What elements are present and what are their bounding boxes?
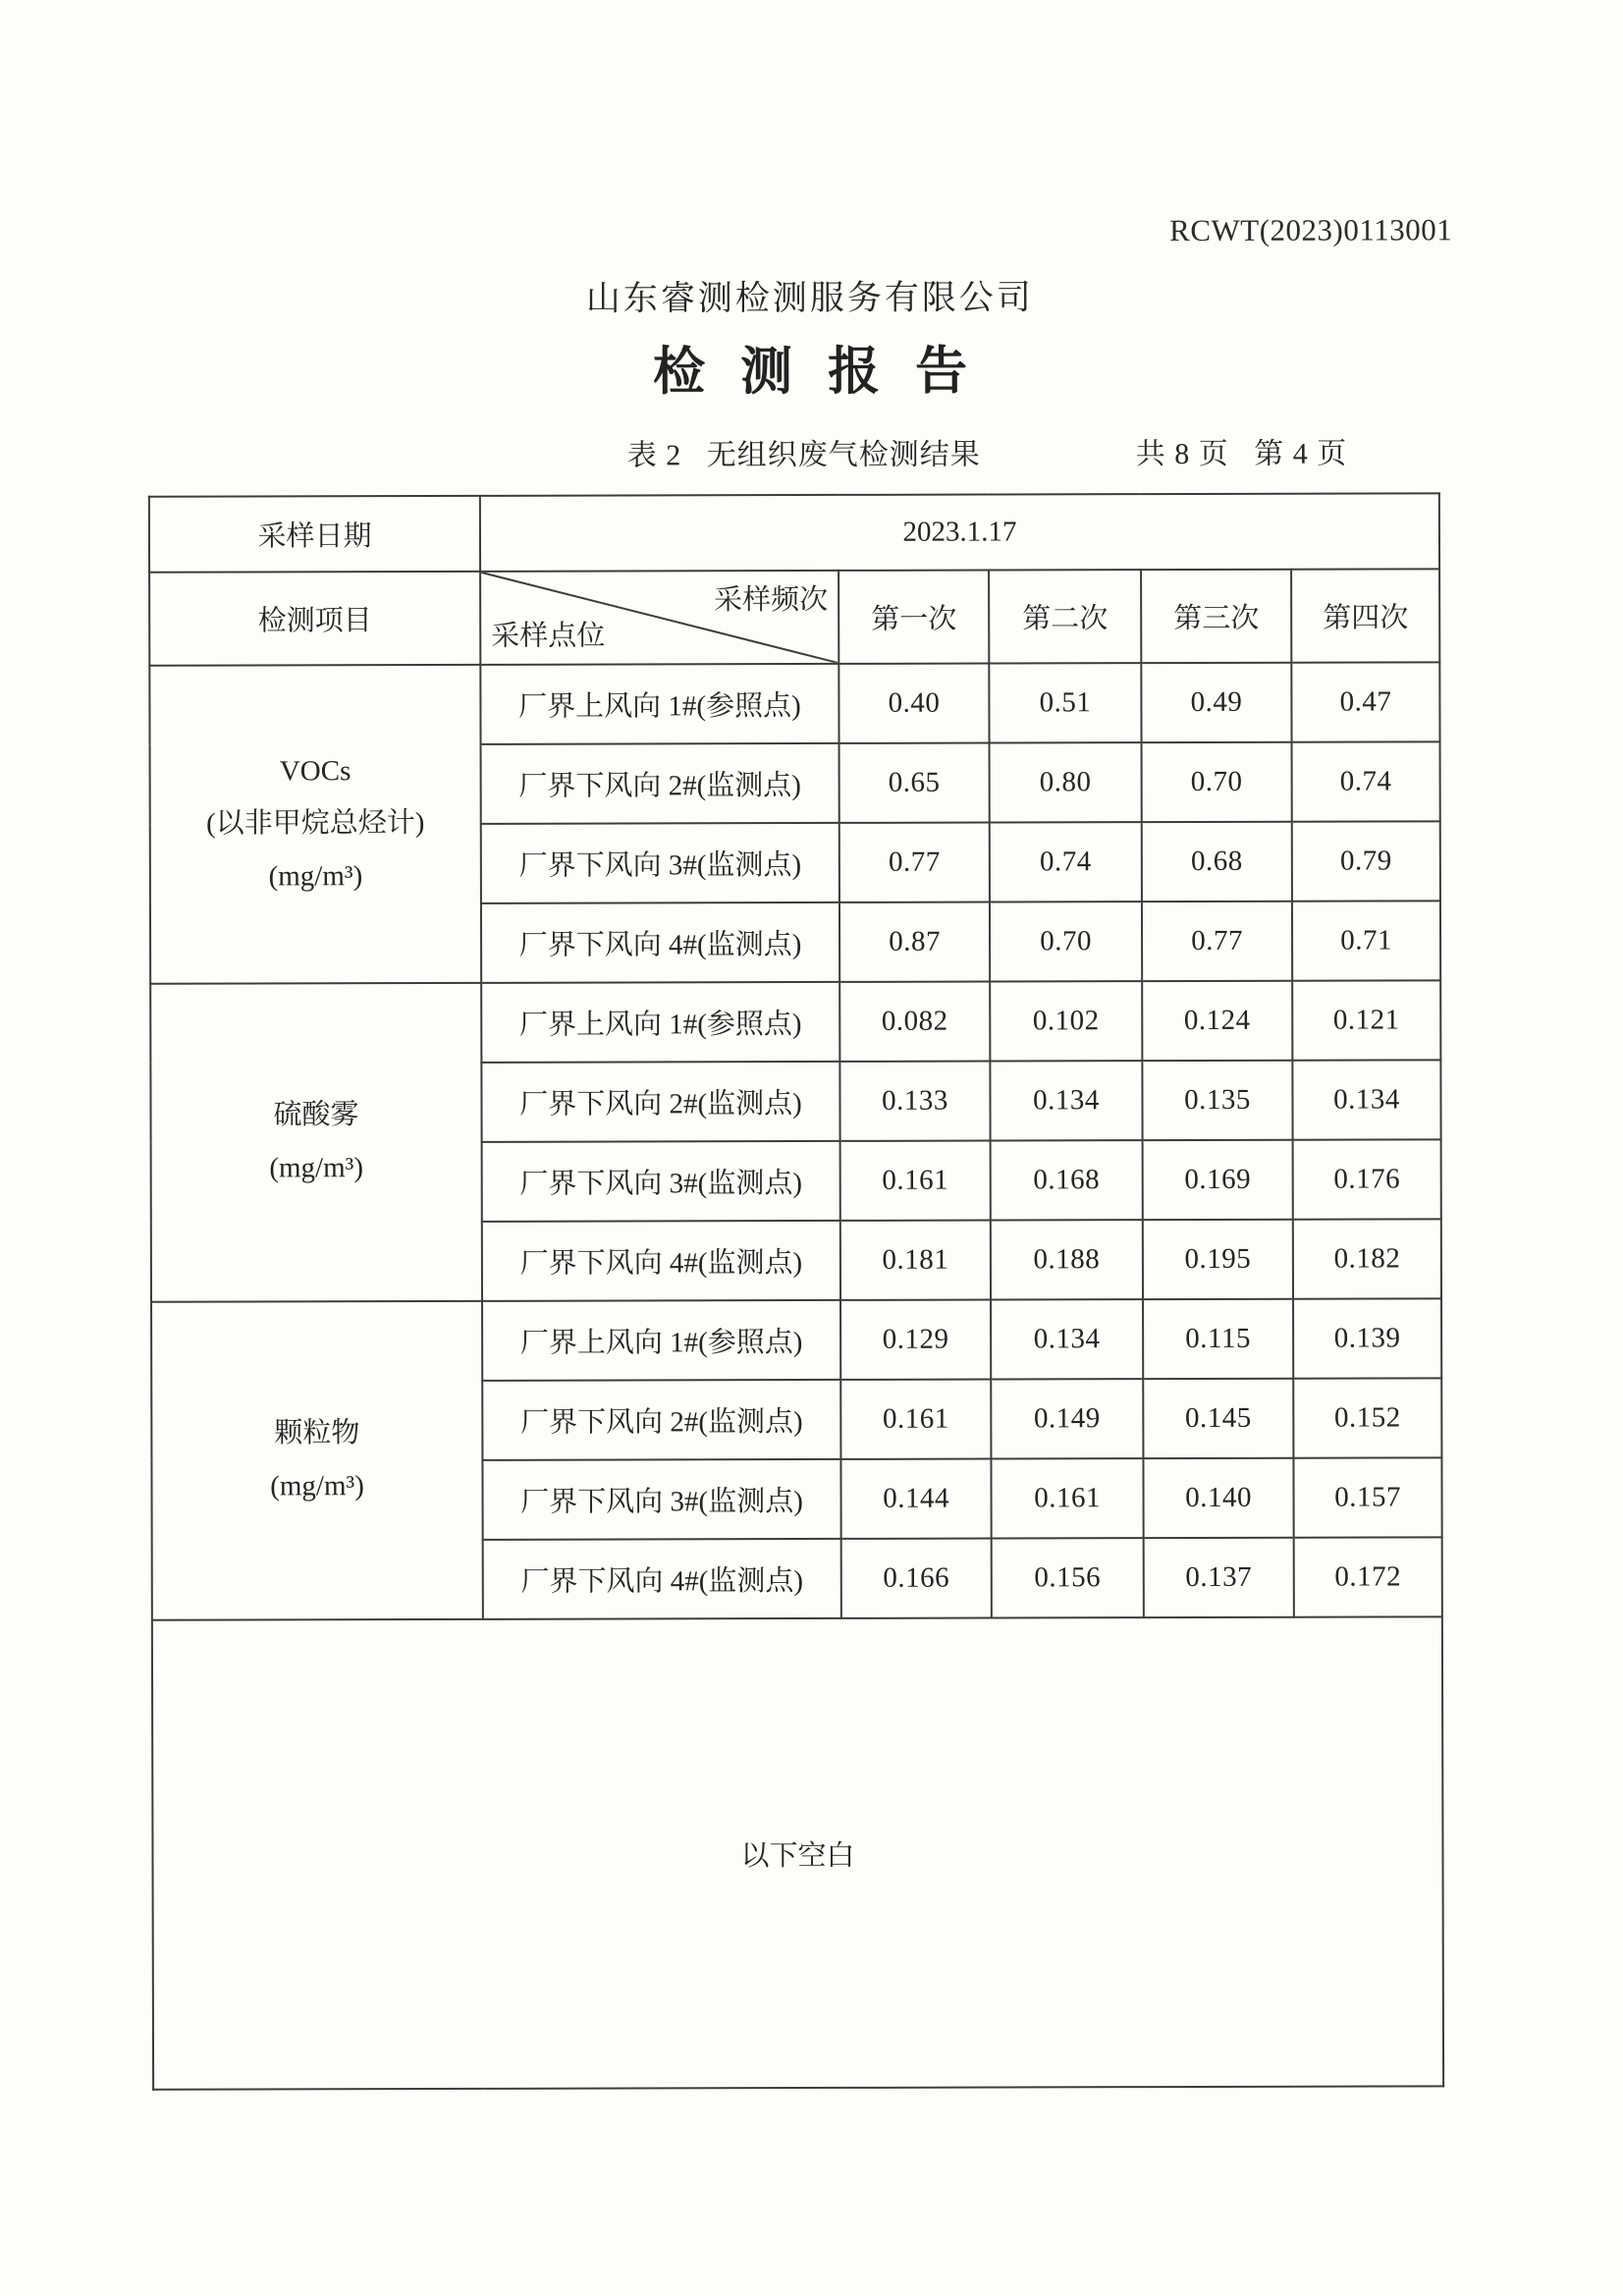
value-cell: 0.70 xyxy=(990,902,1142,981)
value-cell: 0.51 xyxy=(989,663,1141,742)
diagonal-header-cell xyxy=(480,571,839,665)
value-cell: 0.77 xyxy=(839,823,990,902)
value-cell: 0.156 xyxy=(992,1538,1144,1617)
sampling-point-cell: 厂界下风向 2#(监测点) xyxy=(481,1062,839,1142)
value-cell: 0.77 xyxy=(1142,902,1292,981)
parameter-name: VOCs xyxy=(279,754,352,787)
value-cell: 0.133 xyxy=(839,1062,990,1141)
value-cell: 0.74 xyxy=(1292,741,1440,821)
value-cell: 0.152 xyxy=(1293,1378,1441,1457)
freq-header-2: 第二次 xyxy=(989,570,1141,663)
value-cell: 0.135 xyxy=(1142,1061,1292,1140)
value-cell: 0.137 xyxy=(1144,1538,1294,1617)
value-cell: 0.166 xyxy=(841,1539,992,1618)
value-cell: 0.70 xyxy=(1142,742,1292,822)
page-indicator: 共 8 页 第 4 页 xyxy=(1135,437,1348,471)
value-cell: 0.121 xyxy=(1292,980,1440,1060)
value-cell: 0.169 xyxy=(1143,1140,1293,1220)
report-title: 检测报告 xyxy=(652,343,1003,402)
diagonal-top-label: 采样频次 xyxy=(714,583,829,617)
value-cell: 0.87 xyxy=(839,902,990,982)
sampling-point-cell: 厂界上风向 1#(参照点) xyxy=(482,1300,840,1381)
parameter-cell-vocs xyxy=(149,665,481,984)
value-cell: 0.188 xyxy=(991,1220,1143,1299)
table-row xyxy=(150,980,1440,1063)
value-cell: 0.182 xyxy=(1293,1219,1441,1298)
sampling-point-cell: 厂界下风向 3#(监测点) xyxy=(482,1459,840,1540)
value-cell: 0.102 xyxy=(990,981,1142,1061)
sampling-point-cell: 厂界下风向 2#(监测点) xyxy=(481,743,839,824)
value-cell: 0.134 xyxy=(991,1299,1143,1379)
value-cell: 0.80 xyxy=(990,742,1142,822)
freq-header-1: 第一次 xyxy=(839,571,989,664)
parameter-unit: (mg/m³) xyxy=(268,860,363,893)
value-cell: 0.145 xyxy=(1143,1379,1293,1458)
value-cell: 0.195 xyxy=(1143,1220,1293,1299)
sample-date-row xyxy=(149,493,1439,572)
company-name: 山东睿测检测服务有限公司 xyxy=(585,278,1034,318)
value-cell: 0.115 xyxy=(1143,1299,1293,1379)
value-cell: 0.176 xyxy=(1293,1139,1441,1219)
freq-header-3: 第三次 xyxy=(1141,570,1291,663)
value-cell: 0.140 xyxy=(1143,1458,1293,1538)
parameter-cell-sulfuric-acid-mist xyxy=(150,983,482,1302)
value-cell: 0.49 xyxy=(1141,663,1291,742)
blank-below-note: 以下空白 xyxy=(152,1616,1443,2089)
parameter-cell-particulate-matter xyxy=(151,1301,483,1620)
parameter-subname: (以非甲烷总烃计) xyxy=(206,807,425,840)
value-cell: 0.161 xyxy=(840,1380,991,1459)
value-cell: 0.129 xyxy=(840,1300,991,1380)
value-cell: 0.124 xyxy=(1142,981,1292,1061)
value-cell: 0.181 xyxy=(840,1221,991,1300)
parameter-name: 颗粒物 xyxy=(274,1417,360,1449)
item-label-cell: 检测项目 xyxy=(149,572,480,666)
value-cell: 0.79 xyxy=(1292,821,1440,901)
sampling-point-cell: 厂界下风向 2#(监测点) xyxy=(482,1380,840,1460)
value-cell: 0.40 xyxy=(839,664,989,743)
value-cell: 0.172 xyxy=(1294,1537,1442,1616)
value-cell: 0.71 xyxy=(1292,901,1440,980)
parameter-name: 硫酸雾 xyxy=(273,1099,359,1131)
value-cell: 0.082 xyxy=(839,982,990,1062)
sampling-point-cell: 厂界下风向 3#(监测点) xyxy=(481,823,839,903)
freq-header-4: 第四次 xyxy=(1291,569,1439,662)
sample-date-value-cell: 2023.1.17 xyxy=(480,493,1439,572)
table-caption: 表 2 无组织废气检测结果 xyxy=(626,438,981,472)
parameter-unit: (mg/m³) xyxy=(269,1152,364,1184)
value-cell: 0.134 xyxy=(990,1061,1142,1140)
value-cell: 0.157 xyxy=(1293,1457,1441,1537)
header-row xyxy=(149,569,1439,665)
value-cell: 0.74 xyxy=(990,822,1142,902)
value-cell: 0.47 xyxy=(1291,662,1439,741)
table-row xyxy=(151,1298,1441,1381)
sampling-point-cell: 厂界下风向 4#(监测点) xyxy=(481,902,839,983)
sampling-point-cell: 厂界上风向 1#(参照点) xyxy=(480,664,839,744)
value-cell: 0.161 xyxy=(991,1458,1143,1538)
sampling-point-cell: 厂界下风向 4#(监测点) xyxy=(483,1539,841,1619)
value-cell: 0.68 xyxy=(1142,822,1292,902)
value-cell: 0.168 xyxy=(991,1140,1143,1220)
footer-row xyxy=(152,1616,1443,2089)
value-cell: 0.134 xyxy=(1292,1060,1440,1139)
sampling-point-cell: 厂界下风向 3#(监测点) xyxy=(482,1141,840,1222)
value-cell: 0.144 xyxy=(840,1459,991,1539)
sampling-point-cell: 厂界下风向 4#(监测点) xyxy=(482,1221,840,1301)
value-cell: 0.161 xyxy=(840,1141,991,1221)
parameter-unit: (mg/m³) xyxy=(270,1470,364,1503)
value-cell: 0.65 xyxy=(839,743,990,823)
diagonal-bottom-label: 采样点位 xyxy=(491,620,606,652)
sample-date-label-cell: 采样日期 xyxy=(149,496,480,573)
value-cell: 0.139 xyxy=(1293,1298,1441,1378)
results-table xyxy=(148,492,1444,2090)
table-row xyxy=(149,662,1439,744)
value-cell: 0.149 xyxy=(991,1379,1143,1458)
report-number: RCWT(2023)0113001 xyxy=(1169,212,1453,248)
sampling-point-cell: 厂界上风向 1#(参照点) xyxy=(481,982,839,1063)
